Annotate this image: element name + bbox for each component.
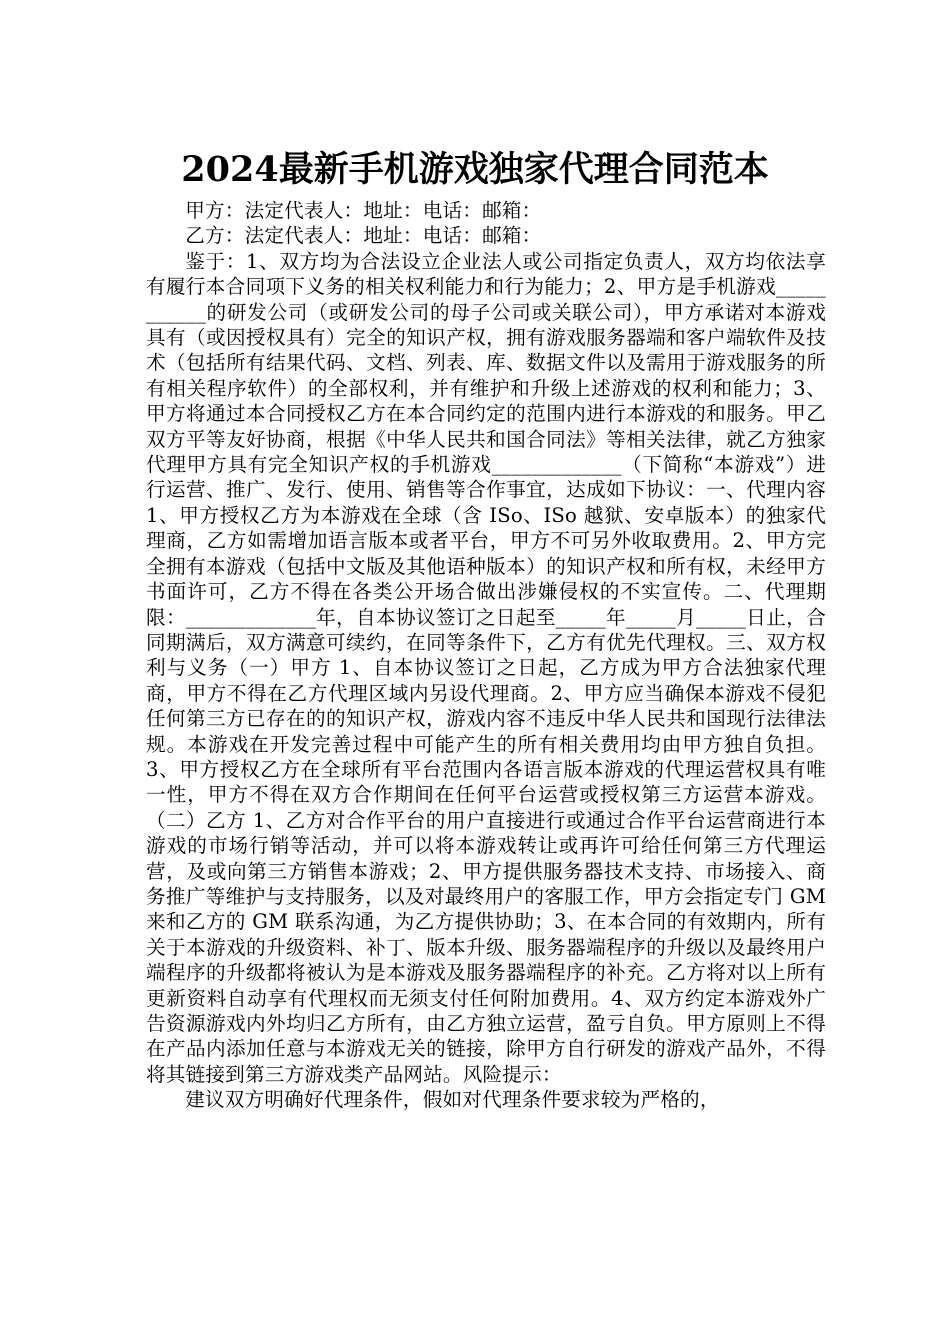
- paragraph-party-b: 乙方：法定代表人：地址：电话：邮箱：: [185, 224, 542, 248]
- paragraph-main-clauses: 鉴于：1、双方均为合法设立企业法人或公司指定负责人，双方均依法享有履行本合同项下义务的相关权利能力和行为能力；2、甲方是手机游戏___________的研发公司（或研发公司的母子公司或关联公司），甲方承诺对本游戏具有（或因授权具有）完全的知识产权，拥有游戏服务器端和客户端软件及技术（包括所有结果代码、文档、列表、库、数据文件以及需用于游戏服务的所有相关程序软件）的全部权利，并有维护和升级上述游戏的权利和能力；3、甲方将通过本合同授权乙方在本合同约定的范围内进行本游戏的和服务。甲乙双方平等友好协商，根据《中华人民共和国合同法》等相关法律，就乙方独家代理甲方具有完全知识产权的手机游戏_____________（下简称“本游戏”）进行运营、推广、发行、使用、销售等合作事宜，达成如下协议：一、代理内容 1、甲方授权乙方为本游戏在全球（含 ISo、ISo 越狱、安卓版本）的独家代理商，乙方如需增加语言版本或者平台，甲方不可另外收取费用。2、甲方完全拥有本游戏（包括中文版及其他语种版本）的知识产权和所有权，未经甲方书面许可，乙方不得在各类公开场合做出涉嫌侵权的不实宣传。二、代理期限：_____________年，自本协议签订之日起至_____年_____月_____日止，合同期满后，双方满意可续约，在同等条件下，乙方有优先代理权。三、双方权利与义务（一）甲方 1、自本协议签订之日起，乙方成为甲方合法独家代理商，甲方不得在乙方代理区域内另设代理商。2、甲方应当确保本游戏不侵犯任何第三方已存在的的知识产权，游戏内容不违反中华人民共和国现行法律法规。本游戏在开发完善过程中可能产生的所有相关费用均由甲方独自负担。3、甲方授权乙方在全球所有平台范围内各语言版本游戏的代理运营权具有唯一性，甲方不得在双方合作期间在任何平台运营或授权第三方运营本游戏。（二）乙方 1、乙方对合作平台的用户直接进行或通过合作平台运营商进行本游戏的市场行销等活动，并可以将本游戏转让或再许可给任何第三方代理运营，及或向第三方销售本游戏；2、甲方提供服务器技术支持、市场接入、商务推广等维护与支持服务，以及对最终用户的客服工作，甲方会指定专门 GM 来和乙方的 GM 联系沟通，为乙方提供协助；3、在本合同的有效期内，所有关于本游戏的升级资料、补丁、版本升级、服务器端程序的升级以及最终用户端程序的升级都将被认为是本游戏及服务器端程序的补充。乙方将对以上所有更新资料自动享有代理权而无须支付任何附加费用。4、双方约定本游戏外广告资源游戏内外均归乙方所有，由乙方独立运营，盈亏自负。甲方原则上不得在产品内添加任意与本游戏无关的链接，除甲方自行研发的游戏产品外，不得将其链接到第三方游戏类产品网站。风险提示：: [146, 249, 826, 1086]
- paragraph-risk-advice: 建议双方明确好代理条件，假如对代理条件要求较为严格的，: [185, 1088, 720, 1112]
- document-body: [146, 198, 826, 1113]
- paragraph-party-a: 甲方：法定代表人：地址：电话：邮箱：: [185, 199, 542, 222]
- document-title: 2024最新手机游戏独家代理合同范本: [181, 149, 769, 191]
